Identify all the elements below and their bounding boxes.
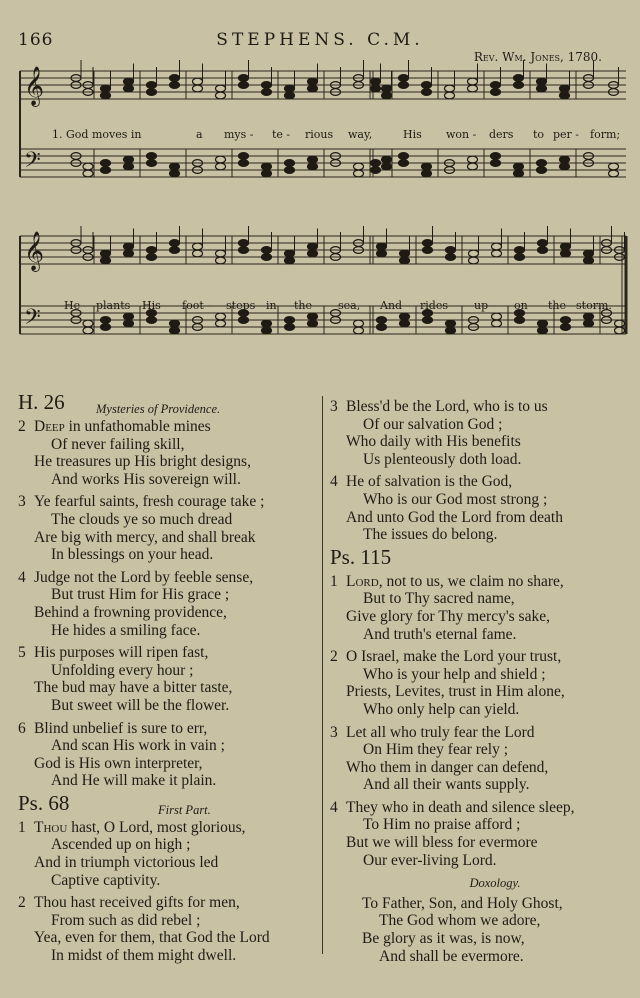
note-head (584, 313, 594, 320)
note-head (83, 320, 93, 327)
note-head (609, 170, 619, 177)
note-head (147, 247, 157, 254)
verse-line: From such as did rebel ; (51, 911, 201, 929)
note-head (537, 160, 547, 167)
note-head (83, 170, 93, 177)
note-head (538, 327, 548, 334)
verse-number: 4 (330, 473, 338, 491)
note-head (124, 313, 134, 320)
verse-line (330, 573, 630, 591)
verse-line: And in triumph victorious led (34, 854, 219, 872)
note-head (262, 82, 272, 89)
verse (18, 418, 318, 488)
note-head (371, 85, 381, 92)
note-head (193, 243, 203, 250)
note-head (515, 247, 525, 254)
note-head (285, 250, 295, 257)
note-head (308, 156, 318, 163)
note-head (285, 160, 295, 167)
note-head (538, 320, 548, 327)
note-head (285, 257, 295, 264)
verse-line: Are big with mercy, and shall break (34, 528, 256, 546)
note-head (615, 320, 625, 327)
ps-115-heading (330, 544, 630, 573)
note-head (262, 170, 272, 177)
verse-number: 3 (330, 398, 338, 415)
note-head (584, 250, 594, 257)
note-head (561, 317, 571, 324)
verse-line-text: hast, O Lord, most glorious, (67, 818, 246, 836)
verse-number: 1 (330, 572, 338, 590)
note-head (469, 257, 479, 264)
note-head (262, 247, 272, 254)
verse-line: And unto God the Lord from death (346, 508, 563, 526)
verse-line (18, 720, 318, 738)
note-head (308, 85, 318, 92)
note-head (422, 170, 432, 177)
note-head (124, 163, 134, 170)
doxology-line: Be glory as it was, is now, (362, 930, 525, 948)
hymn-26-title: Mysteries of Providence. (96, 402, 221, 416)
note-head (446, 327, 456, 334)
note-head (537, 85, 547, 92)
verse (18, 894, 318, 964)
note-head (609, 163, 619, 170)
verse-line: Of never failing skill, (51, 435, 185, 453)
note-head (422, 89, 432, 96)
verse (330, 573, 630, 643)
note-head (538, 247, 548, 254)
verse-line: Who is our God most strong ; (363, 490, 548, 508)
note-head (285, 92, 295, 99)
note-head (262, 327, 272, 334)
note-head (468, 156, 478, 163)
verse-line (330, 724, 630, 742)
note-head (239, 247, 249, 254)
note-head (422, 163, 432, 170)
verse-line: And scan His work in vain ; (51, 737, 225, 755)
note-head (446, 320, 456, 327)
verse-line: Who is your help and shield ; (363, 665, 546, 683)
note-head (377, 324, 387, 331)
note-head (170, 163, 180, 170)
note-head (239, 240, 249, 247)
verse (18, 819, 318, 889)
note-head (491, 153, 501, 160)
note-head (423, 240, 433, 247)
note-head (514, 163, 524, 170)
note-head (101, 250, 111, 257)
note-head (492, 243, 502, 250)
note-head (537, 78, 547, 85)
verse (330, 398, 630, 468)
verse-line (330, 799, 630, 817)
lyrics-line-2: He plants His foot - steps in the sea, And rides up - on the storm. (64, 299, 612, 312)
verse (18, 569, 318, 639)
note-head (170, 82, 180, 89)
note-head (354, 327, 364, 334)
verse (330, 799, 630, 869)
ps-68-number: Ps. 68 (18, 790, 70, 815)
page-number: 166 (18, 30, 54, 50)
note-head (382, 163, 392, 170)
verse-line: On Him they fear rely ; (363, 741, 509, 759)
note-head (400, 250, 410, 257)
note-head (262, 320, 272, 327)
verse-line: In midst of them might dwell. (51, 947, 237, 965)
right-column (330, 398, 630, 965)
verse-number: 4 (18, 568, 26, 586)
note-head (561, 324, 571, 331)
verse-line-text: in unfathomable mines (64, 418, 211, 435)
note-head (83, 163, 93, 170)
note-head (101, 257, 111, 264)
verse (18, 493, 318, 563)
doxology-line: The God whom we adore, (379, 912, 541, 930)
verse-line: And all their wants supply. (363, 776, 530, 794)
note-head (193, 78, 203, 85)
verse-line-text: Judge not the Lord by feeble sense, (34, 568, 254, 586)
note-head (285, 167, 295, 174)
note-head (124, 250, 134, 257)
verse-line (18, 644, 318, 662)
verse-line: The clouds ye so much dread (51, 510, 233, 528)
note-head (308, 78, 318, 85)
verse-number: 2 (330, 648, 338, 666)
verse-line-text: He of salvation is the God, (346, 473, 513, 491)
note-head (492, 313, 502, 320)
note-head (469, 250, 479, 257)
verse-line-text: His purposes will ripen fast, (34, 644, 209, 662)
note-head (285, 324, 295, 331)
note-head (399, 75, 409, 82)
note-head (538, 240, 548, 247)
bass-clef-icon: 𝄢 (24, 305, 41, 335)
note-head (561, 243, 571, 250)
verse (330, 724, 630, 794)
note-head (262, 89, 272, 96)
verse-line: Who them in danger can defend, (346, 758, 549, 776)
verse-line: Unfolding every hour ; (51, 661, 194, 679)
note-head (400, 313, 410, 320)
verse-line (330, 398, 630, 416)
note-head (101, 85, 111, 92)
verse-line: Behind a frowning providence, (34, 603, 227, 621)
hymn-26-heading (18, 390, 318, 418)
note-head (382, 85, 392, 92)
note-head (170, 170, 180, 177)
doxology-line: And shall be evermore. (379, 947, 524, 965)
verse-line (18, 819, 318, 837)
note-head (514, 82, 524, 89)
verse (18, 644, 318, 714)
note-head (308, 313, 318, 320)
note-head (354, 170, 364, 177)
verse-first-word: Deep (34, 418, 65, 435)
note-head (216, 156, 226, 163)
note-head (147, 317, 157, 324)
verse-line: Us plenteously doth load. (363, 450, 522, 468)
note-head (308, 320, 318, 327)
note-head (124, 243, 134, 250)
doxology-line: To Father, Son, and Holy Ghost, (362, 894, 563, 912)
note-head (491, 160, 501, 167)
verse-line: But trust Him for His grace ; (51, 586, 230, 604)
note-head (399, 160, 409, 167)
verse-line-text: Blind unbelief is sure to err, (34, 719, 208, 737)
note-head (491, 82, 501, 89)
note-head (399, 82, 409, 89)
verse (18, 720, 318, 790)
note-head (262, 254, 272, 261)
verse-number: 3 (330, 723, 338, 741)
verse-number: 1 (18, 818, 26, 836)
verse-line: And works His sovereign will. (51, 470, 241, 488)
note-head (216, 320, 226, 327)
note-head (216, 257, 226, 264)
verse-line: To Him no praise afford ; (363, 816, 521, 834)
note-head (124, 78, 134, 85)
verse-line (18, 894, 318, 912)
note-head (239, 82, 249, 89)
verse-first-word: Lord (346, 572, 379, 590)
note-head (560, 92, 570, 99)
left-column (18, 392, 318, 970)
verse-line: He treasures up His bright designs, (34, 453, 251, 471)
verse-line: Of our salvation God ; (363, 415, 503, 433)
note-head (124, 156, 134, 163)
note-head (584, 257, 594, 264)
note-head (239, 153, 249, 160)
verse (330, 648, 630, 718)
note-head (561, 250, 571, 257)
note-head (560, 156, 570, 163)
verse-line: But we will bless for evermore (346, 834, 538, 852)
verse-line: And truth's eternal fame. (363, 625, 517, 643)
note-head (262, 163, 272, 170)
note-head (170, 320, 180, 327)
note-head (308, 243, 318, 250)
note-head (400, 257, 410, 264)
verse-line-text: Ye fearful saints, fresh courage take ; (34, 493, 265, 511)
verse-number: 2 (18, 894, 26, 912)
note-head (285, 85, 295, 92)
note-head (371, 160, 381, 167)
note-head (377, 250, 387, 257)
note-head (83, 327, 93, 334)
verse-line-text: Bless'd be the Lord, who is to us (346, 398, 548, 415)
note-head (515, 254, 525, 261)
note-head (147, 89, 157, 96)
verse-number: 3 (18, 493, 26, 511)
note-head (445, 85, 455, 92)
note-head (170, 240, 180, 247)
note-head (147, 82, 157, 89)
verse-number: 2 (18, 418, 26, 435)
verse-line (330, 473, 630, 491)
note-head (101, 160, 111, 167)
composer-credit: Rev. Wm. Jones, 1780. (473, 50, 602, 64)
note-head (560, 85, 570, 92)
note-head (101, 324, 111, 331)
note-head (377, 317, 387, 324)
lyrics-line-1: 1. God moves in a mys - te - rious way, His won - ders to per - form; (52, 128, 621, 141)
verse-line: Captive captivity. (51, 871, 161, 889)
verse-line (330, 648, 630, 666)
hymn-26-number: H. 26 (18, 390, 65, 414)
note-head (193, 85, 203, 92)
ps-68-subtitle: First Part. (158, 802, 211, 817)
note-head (371, 78, 381, 85)
verse-line: The issues do belong. (363, 526, 498, 544)
note-head (239, 160, 249, 167)
note-head (354, 320, 364, 327)
note-head (308, 163, 318, 170)
verse-line-text: O Israel, make the Lord your trust, (346, 648, 562, 666)
note-head (354, 163, 364, 170)
note-head (492, 320, 502, 327)
note-head (400, 320, 410, 327)
note-head (423, 247, 433, 254)
bass-clef-icon: 𝄢 (24, 148, 41, 178)
note-head (446, 247, 456, 254)
note-head (216, 313, 226, 320)
verse-line: And He will make it plain. (51, 772, 217, 790)
note-head (216, 92, 226, 99)
doxology (330, 895, 630, 965)
verse (330, 473, 630, 543)
verse-line-text: , not to us, we claim no share, (378, 572, 564, 590)
note-head (584, 320, 594, 327)
note-head (468, 163, 478, 170)
note-head (216, 163, 226, 170)
verse-line: Who daily with His benefits (346, 433, 521, 451)
note-head (468, 85, 478, 92)
note-head (101, 92, 111, 99)
note-head (124, 320, 134, 327)
note-head (399, 153, 409, 160)
column-divider (322, 396, 323, 954)
verse-line: Priests, Levites, trust in Him alone, (346, 683, 565, 701)
verse-first-word: Thou (34, 818, 68, 836)
verse-line: Who only help can yield. (363, 700, 520, 718)
verse-line (18, 569, 318, 587)
verse-number: 6 (18, 719, 26, 737)
note-head (124, 85, 134, 92)
note-head (216, 85, 226, 92)
note-head (382, 92, 392, 99)
verse-line: Our ever-living Lord. (363, 851, 497, 869)
note-head (492, 250, 502, 257)
note-head (147, 153, 157, 160)
note-head (514, 170, 524, 177)
note-head (446, 254, 456, 261)
tune-title: STEPHENS. C.M. (216, 30, 424, 50)
verse-line: In blessings on your head. (51, 546, 214, 564)
verse-line: Ascended up on high ; (51, 836, 191, 854)
verse-line: But sweet will be the flower. (51, 696, 230, 714)
verse-line (18, 418, 318, 436)
note-head (422, 82, 432, 89)
note-head (239, 317, 249, 324)
note-head (193, 250, 203, 257)
verse-line: God is His own interpreter, (34, 754, 203, 772)
treble-clef-icon: 𝄞 (24, 66, 45, 106)
verse-line-text: They who in death and silence sleep, (346, 798, 575, 816)
note-head (285, 317, 295, 324)
verse-line: But to Thy sacred name, (363, 590, 515, 608)
verse-line (18, 493, 318, 511)
note-head (537, 167, 547, 174)
verse-line-text: Thou hast received gifts for men, (34, 894, 240, 912)
note-head (170, 247, 180, 254)
note-head (170, 327, 180, 334)
verse-number: 5 (18, 644, 26, 662)
note-head (615, 327, 625, 334)
note-head (101, 167, 111, 174)
note-head (170, 75, 180, 82)
ps-68-heading (18, 790, 318, 819)
verse-line: He hides a smiling face. (51, 621, 201, 639)
verse-line: The bud may have a bitter taste, (34, 679, 233, 697)
verse-line-text: Let all who truly fear the Lord (346, 723, 535, 741)
note-head (515, 317, 525, 324)
verse-line: Yea, even for them, that God the Lord (34, 929, 270, 947)
note-head (377, 243, 387, 250)
note-head (560, 163, 570, 170)
note-head (445, 92, 455, 99)
note-head (308, 250, 318, 257)
verse-number: 4 (330, 798, 338, 816)
note-head (101, 317, 111, 324)
doxology-title: Doxology. (469, 876, 521, 891)
ps-115-number: Ps. 115 (330, 544, 392, 569)
note-head (382, 156, 392, 163)
note-head (514, 75, 524, 82)
note-head (423, 317, 433, 324)
note-head (147, 254, 157, 261)
verse-line: Give glory for Thy mercy's sake, (346, 607, 550, 625)
note-head (147, 160, 157, 167)
note-head (468, 78, 478, 85)
note-head (371, 167, 381, 174)
note-head (216, 250, 226, 257)
note-head (239, 75, 249, 82)
note-head (491, 89, 501, 96)
treble-clef-icon: 𝄞 (24, 231, 45, 271)
